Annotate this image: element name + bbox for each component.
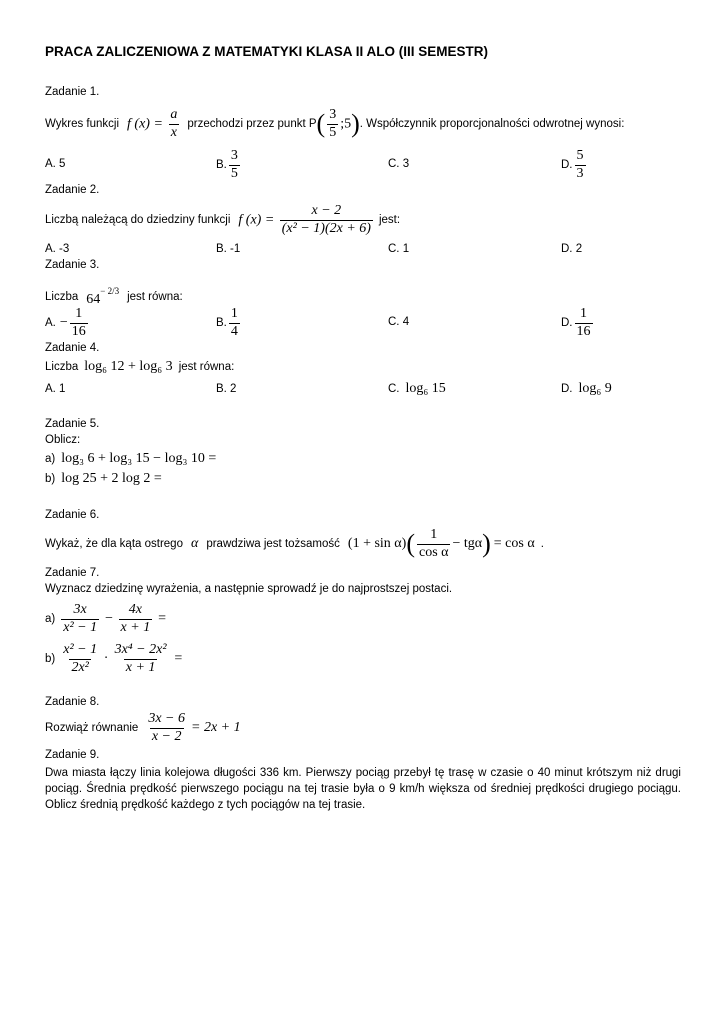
task-8-den: x − 2 [151, 728, 182, 744]
task-7-b-operator: · [104, 651, 108, 666]
task-1-point: ( $\frac{3}{5}$ ;5) [316, 106, 360, 140]
task-1-function-num: a [170, 106, 178, 122]
task-3-answer-a-num: 1 [75, 305, 83, 321]
task-1-point-den: 5 [329, 124, 337, 140]
task-3-answer-d-num: 1 [580, 305, 587, 321]
task-2-question [45, 200, 400, 240]
task-3-answer-d-den: 16 [576, 323, 591, 339]
task-1-answer-c: C. 3 [388, 158, 410, 170]
task-7-a-num-1: 3x [73, 601, 87, 617]
task-3-exponent: − 2/3 [100, 286, 120, 296]
task-6-identity-lhs: (1 + sin α) [347, 536, 407, 551]
task-7-b-equals: = [173, 651, 183, 666]
task-5-heading: Zadanie 5. [45, 418, 100, 430]
task-7-a-den-1: x² − 1 [63, 619, 98, 635]
task-6-text-b: prawdziwa jest tożsamość [206, 538, 340, 550]
task-7-b-den-2: x + 1 [125, 659, 156, 675]
task-3-answer-a-den: 16 [71, 323, 86, 339]
task-8-question [45, 708, 241, 748]
task-1-question [45, 102, 624, 146]
task-5-item-a-label: a) [45, 453, 56, 465]
task-7-item-a [45, 599, 167, 639]
task-2-answer-d: D. 2 [561, 243, 583, 255]
task-7-item-b-label: b) [45, 653, 56, 665]
task-3-answer-c: C. 4 [388, 316, 410, 328]
task-2-text-b: jest: [378, 214, 401, 226]
task-7-instruction: Wyznacz dziedzinę wyrażenia, a następnie sprowadź je do najprostszej postaci. [45, 583, 453, 595]
task-1-text-a: Wykres funkcji [45, 118, 120, 130]
task-3-heading: Zadanie 3. [45, 259, 100, 271]
task-5-item-a-expr: log₃ 6 + log₃ 15 − log₃ 10 = [61, 451, 217, 466]
task-4-answer-a: A. 1 [45, 383, 66, 395]
task-3-answer-b [216, 304, 242, 342]
task-1-answer-d-label: D. [561, 159, 573, 171]
page-title: PRACA ZALICZENIOWA Z MATEMATYKI KLASA II ALO (III SEMESTR) [45, 44, 488, 59]
task-2-function-den: (x² − 1)(2x + 6) [281, 220, 371, 236]
task-3-power [86, 286, 119, 308]
task-7-a-operator: − [104, 611, 114, 626]
task-4-answer-c-expr: log₆ 15 [405, 381, 446, 396]
task-2-function-lhs: f (x) = [238, 212, 275, 228]
task-8-num: 3x − 6 [148, 710, 185, 726]
task-7-item-a-label: a) [45, 613, 56, 625]
task-1-answer-b [216, 146, 242, 184]
task-2-text-a: Liczbą należącą do dziedziny funkcji [45, 214, 231, 226]
task-2-answer-a: A. -3 [45, 243, 70, 255]
task-6-identity-num: 1 [430, 526, 438, 542]
task-1-function-lhs: f (x) = [127, 116, 163, 132]
task-6-heading: Zadanie 6. [45, 509, 100, 521]
task-7-item-a-expr [59, 603, 166, 635]
task-8-heading: Zadanie 8. [45, 696, 100, 708]
task-7-b-num-2: 3x⁴ − 2x² [114, 641, 167, 657]
task-3-answer-b-den: 4 [230, 323, 238, 339]
task-4-heading: Zadanie 4. [45, 342, 100, 354]
task-7-b-den-1: 2x² [71, 659, 89, 675]
task-6-identity-rhs: = cos α [493, 536, 535, 551]
task-3-answer-b-label: B. [216, 317, 227, 329]
task-6-text-a: Wykaż, że dla kąta ostrego [45, 538, 183, 550]
task-4-answer-d-expr: log₆ 9 [578, 381, 612, 396]
task-7-item-b-expr [59, 643, 183, 675]
task-3-answer-b-num: 1 [230, 305, 238, 321]
task-1-function-den: x [170, 124, 178, 140]
task-1-text-b: przechodzi przez punkt P [187, 118, 317, 130]
task-1-point-y: ;5 [340, 116, 352, 132]
task-7-a-num-2: 4x [128, 601, 142, 617]
task-3-base: 64 [86, 292, 101, 307]
task-5-item-b-expr: log 25 + 2 log 2 = [61, 471, 162, 486]
task-2-answer-b: B. -1 [216, 243, 241, 255]
task-1-answer-b-den: 5 [230, 165, 238, 181]
task-3-answer-a [45, 304, 90, 342]
task-3-answer-a-label: A. [45, 317, 56, 329]
task-2-function-num: x − 2 [311, 202, 342, 218]
task-7-item-b [45, 639, 183, 679]
task-2-function [238, 204, 375, 236]
task-4-answer-c-label: C. [388, 383, 400, 395]
task-4-answer-d [561, 381, 612, 397]
task-1-answer-d-den: 3 [576, 165, 584, 181]
task-3-answer-a-sign: − [59, 315, 68, 330]
task-3-answer-d-label: D. [561, 317, 573, 329]
task-6-identity: (1 + sin α) ( $\frac{1}{\text{cos α}}$ − tgα ) = cos α [347, 526, 535, 560]
task-1-function-fraction [168, 108, 179, 140]
task-1-answer-a: A. 5 [45, 158, 66, 170]
task-6-period: . [540, 538, 544, 550]
task-5-item-a [45, 451, 216, 467]
task-7-a-den-2: x + 1 [120, 619, 151, 635]
task-7-b-num-1: x² − 1 [63, 641, 98, 657]
task-5-instruction: Oblicz: [45, 434, 81, 446]
task-3-text-a: Liczba [45, 291, 79, 303]
task-1-answer-b-num: 3 [230, 147, 238, 163]
task-2-heading: Zadanie 2. [45, 184, 100, 196]
task-4-answer-b: B. 2 [216, 383, 237, 395]
task-8-text: Rozwiąż równanie [45, 722, 139, 734]
task-1-heading: Zadanie 1. [45, 86, 100, 98]
task-9-heading: Zadanie 9. [45, 749, 100, 761]
task-1-point-num: 3 [329, 106, 337, 122]
task-5-item-b [45, 471, 162, 487]
task-4-text-a: Liczba [45, 361, 79, 373]
task-4-expression: log₆ 12 + log₆ 3 [84, 359, 173, 374]
task-1-function [127, 108, 181, 140]
task-6-identity-tg: − tgα [452, 536, 483, 551]
task-1-answer-b-label: B. [216, 159, 227, 171]
task-4-answer-c [388, 381, 446, 397]
task-5-item-b-label: b) [45, 473, 56, 485]
task-8-rhs: = 2x + 1 [191, 720, 241, 735]
task-3-text-b: jest równa: [127, 291, 183, 303]
task-8-equation [144, 712, 240, 744]
task-3-answer-d [561, 304, 595, 342]
task-1-answer-d-num: 5 [576, 147, 584, 163]
task-4-question [45, 359, 234, 375]
task-6-identity-den: cos α [418, 544, 449, 560]
task-6-question [45, 523, 544, 565]
task-1-answer-d [561, 146, 588, 184]
task-1-text-c: . Współczynnik proporcjonalności odwrotnej wynosi: [359, 118, 625, 130]
task-4-answer-d-label: D. [561, 383, 573, 395]
task-7-heading: Zadanie 7. [45, 567, 100, 579]
task-2-answer-c: C. 1 [388, 243, 410, 255]
task-6-alpha: α [190, 536, 199, 551]
task-4-text-b: jest równa: [178, 361, 235, 373]
task-7-a-equals: = [157, 611, 167, 626]
task-9-text: Dwa miasta łączy linia kolejowa długości 336 km. Pierwszy pociąg przebył tę trasę w czasie o 40 minut krótszym niż drugi pociąg. Średnia prędkość pierwszego pociągu na tej trasie była o 9 km/h większa od średniej prędkości drugiego pociągu. Oblicz średnią prędkość każdego z tych pociągów na tej trasie. [45, 767, 681, 811]
